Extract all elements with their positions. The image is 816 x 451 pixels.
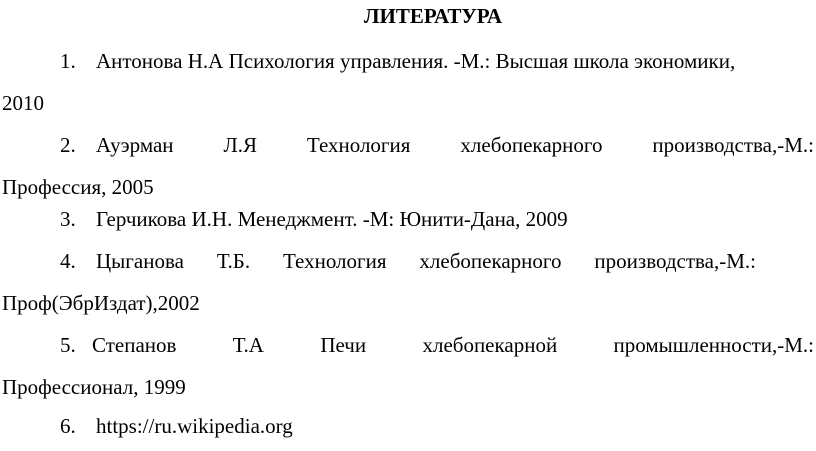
reference-number: 6. — [60, 414, 76, 438]
reference-text-continued: 2010 — [2, 91, 44, 115]
reference-text: Антонова Н.А Психология управления. -М.: Высшая школа экономики, — [96, 49, 736, 73]
reference-item — [0, 240, 816, 324]
reference-text-continued: Проф(ЭбрИздат),2002 — [2, 291, 200, 315]
reference-item — [0, 405, 816, 447]
reference-item — [0, 324, 816, 408]
reference-number: 1. — [60, 49, 76, 73]
reference-link[interactable]: https://ru.wikipedia.org — [96, 414, 293, 438]
reference-text-continued: Профессионал, 1999 — [2, 375, 186, 399]
reference-text: Цыганова Т.Б. Технология хлебопекарного производства,-М.: — [96, 249, 756, 273]
reference-number: 4. — [60, 249, 76, 273]
reference-number: 2. — [60, 133, 76, 157]
reference-item — [0, 124, 816, 208]
reference-text: Герчикова И.Н. Менеджмент. -М: Юнити-Дана, 2009 — [96, 207, 568, 231]
page-title: ЛИТЕРАТУРА — [363, 4, 503, 28]
reference-text-continued: Профессия, 2005 — [2, 175, 154, 199]
reference-number: 3. — [60, 207, 76, 231]
reference-text: Степанов Т.А Печи хлебопекарной промышленности,-М.: — [92, 333, 814, 357]
reference-item — [0, 198, 816, 240]
reference-item — [0, 40, 816, 124]
reference-text: Ауэрман Л.Я Технология хлебопекарного производства,-М.: — [96, 133, 814, 157]
reference-number: 5. — [60, 333, 76, 357]
